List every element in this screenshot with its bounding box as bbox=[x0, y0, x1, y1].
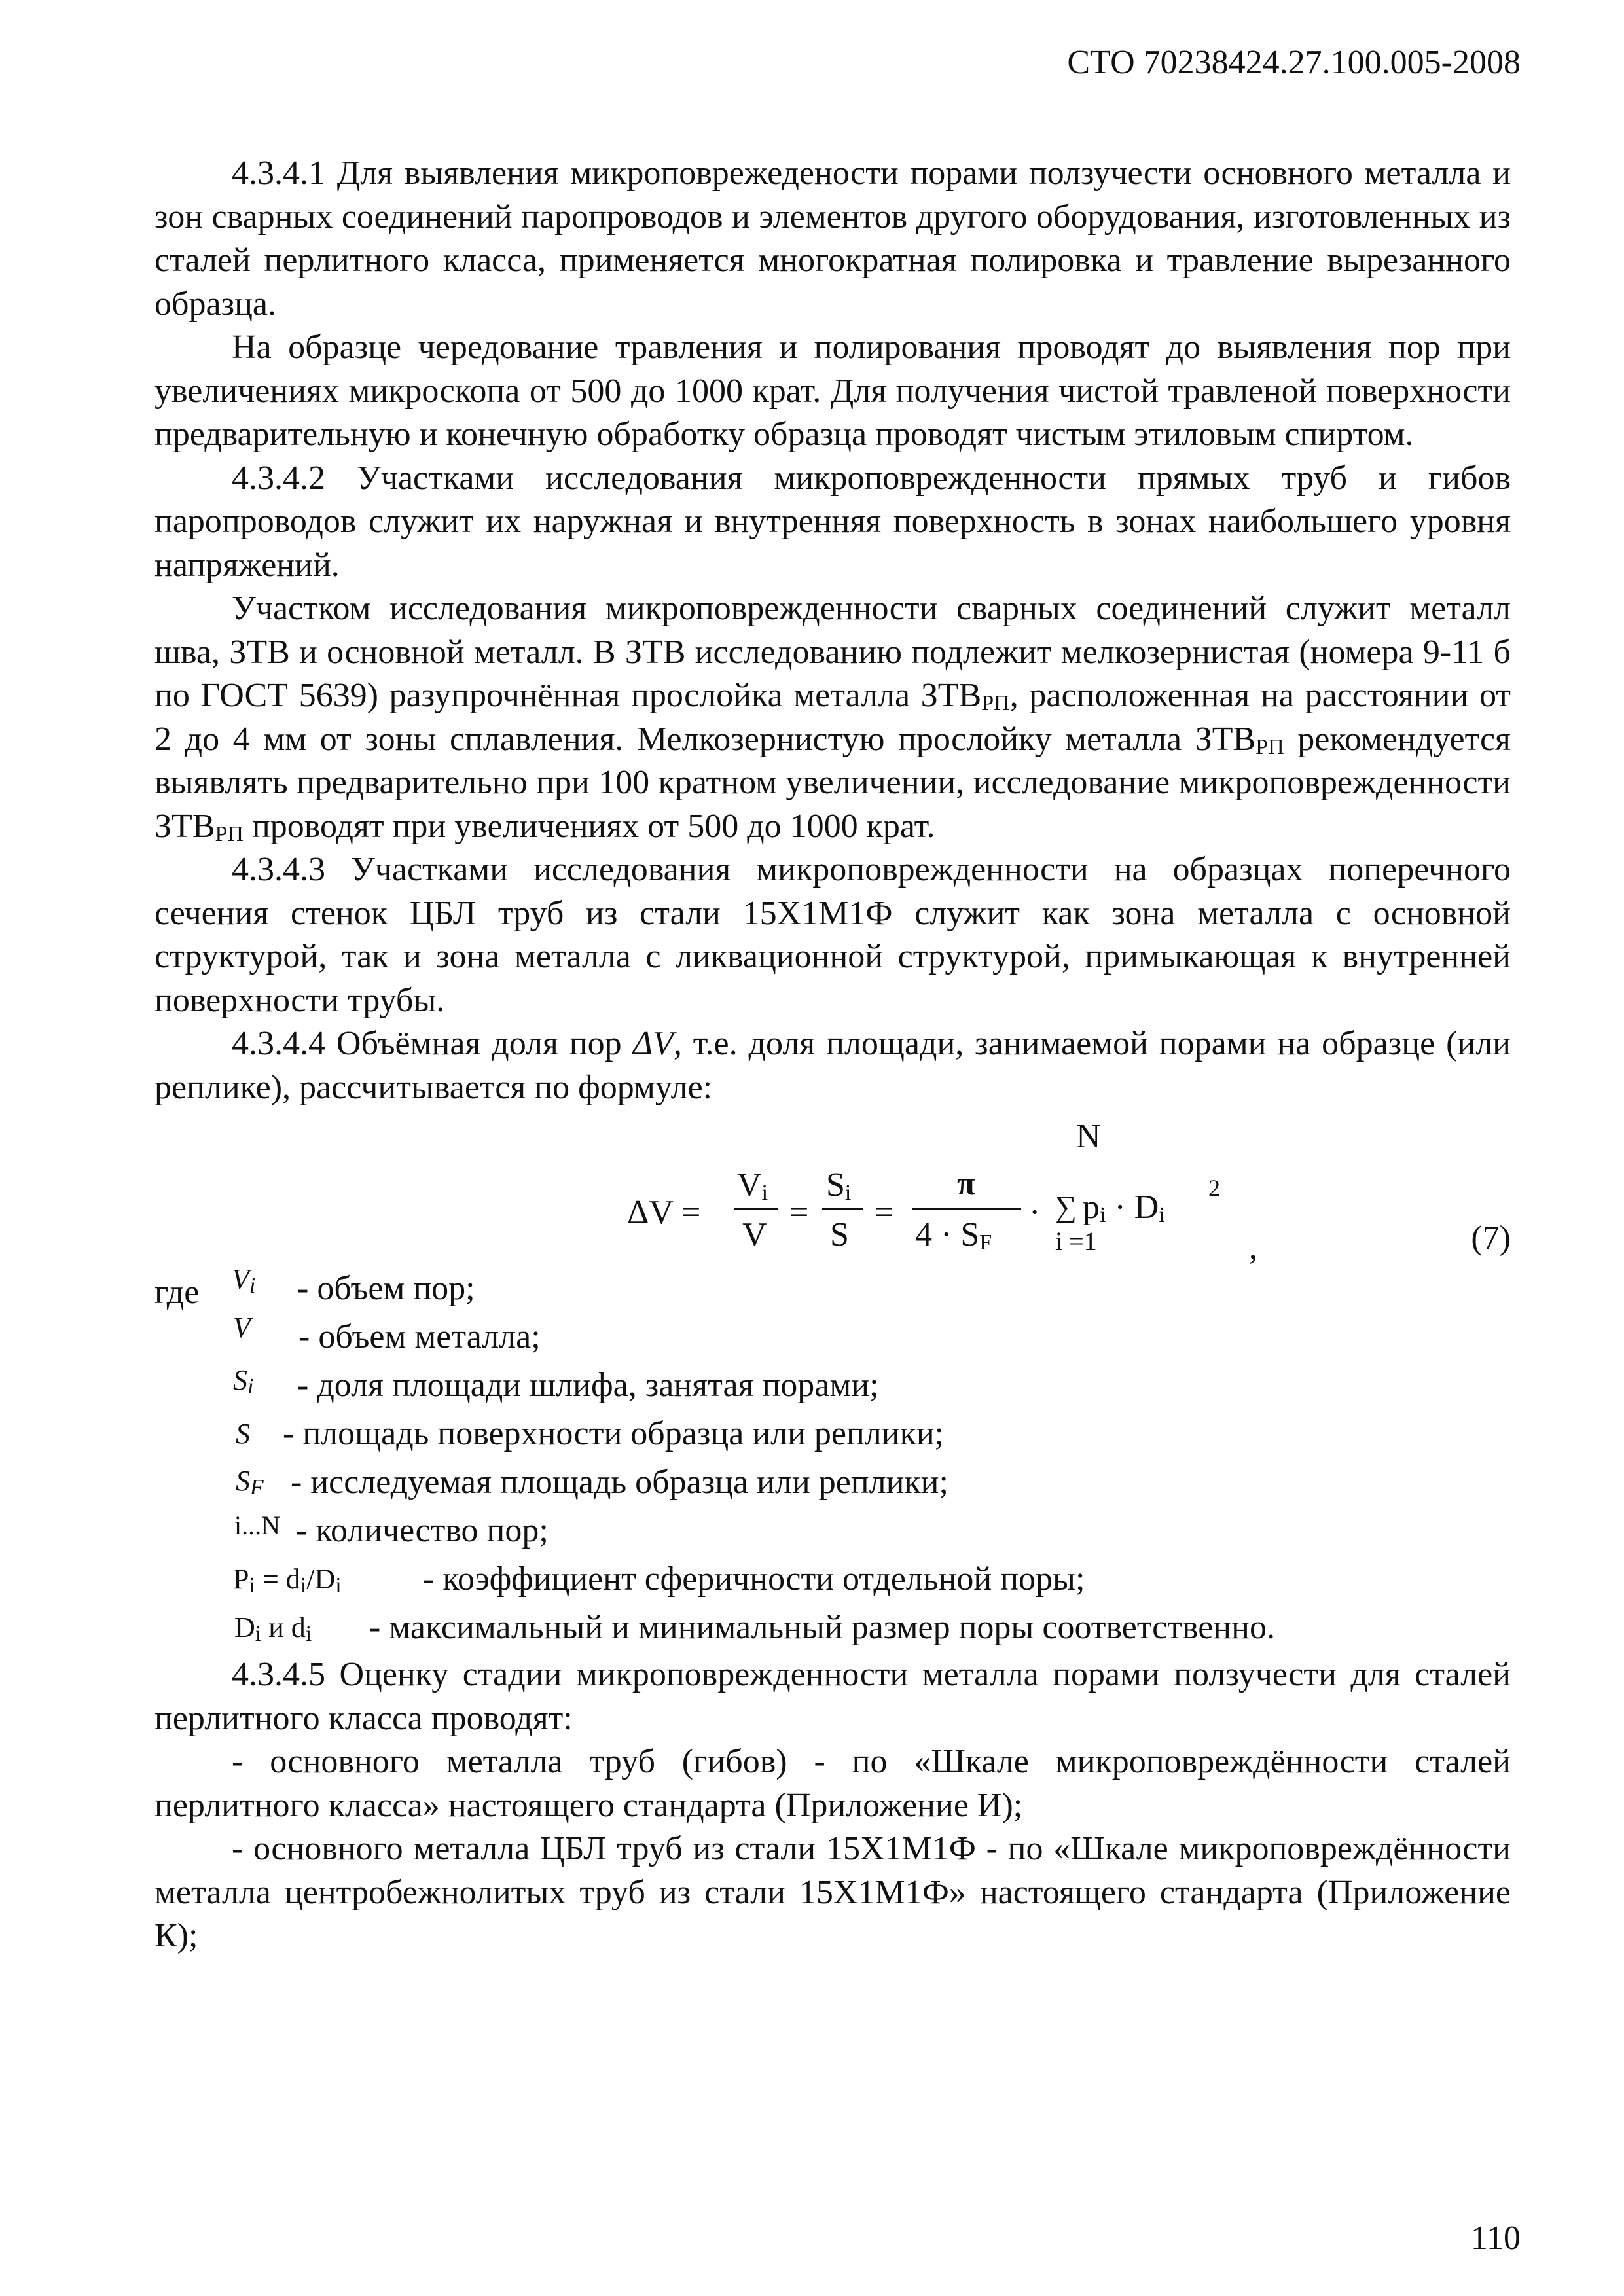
formula-term bbox=[1083, 1191, 1165, 1225]
legend-symbol-subscript: i bbox=[249, 1274, 256, 1298]
equation-number: (7) bbox=[1471, 1219, 1511, 1257]
legend-symbol bbox=[232, 1258, 255, 1302]
legend-symbol-main: и d bbox=[261, 1611, 306, 1643]
text-run: , расположенная на расстоянии от 2 до 4 мм от зоны сплавления. Мелкозернистую прослойку металла ЗТВ bbox=[154, 677, 1511, 758]
text-run: 4.3.4.4 Объёмная доля пор bbox=[232, 1025, 633, 1062]
formula-subscript: F bbox=[979, 1230, 992, 1255]
subscript-rp: РП bbox=[1255, 734, 1284, 759]
fraction-2-bar bbox=[822, 1208, 863, 1210]
legend-symbol-main: = d bbox=[255, 1563, 300, 1595]
legend-row bbox=[154, 1411, 1511, 1460]
legend-symbol-main: D bbox=[234, 1611, 255, 1643]
legend-symbol bbox=[233, 1558, 342, 1602]
sum-sign: ∑ bbox=[1055, 1190, 1077, 1223]
fraction-3-bar bbox=[912, 1208, 1021, 1210]
legend-row bbox=[154, 1314, 1511, 1363]
legend-row bbox=[154, 1508, 1511, 1556]
fraction-2-numerator bbox=[826, 1166, 852, 1205]
legend-symbol-subscript: i bbox=[247, 1374, 254, 1399]
legend-text: - доля площади шлифа, занятая порами; bbox=[297, 1367, 879, 1404]
legend-symbol: S bbox=[236, 1418, 250, 1450]
legend-symbol-main: S bbox=[236, 1465, 250, 1497]
legend-text: - максимальный и минимальный размер поры соответственно. bbox=[369, 1609, 1275, 1646]
paragraph-etching: На образце чередование травления и полирования проводят до выявления пор при увеличениях микроскопа от 500 до 1000 крат. Для получения чистой травленой поверхности предварительную и конечную обработку образца проводят чистым этиловым спиртом. bbox=[154, 329, 1511, 453]
list-item-pipes: - основного металла труб (гибов) - по «Шкале микроповреждённости сталей перлитного класса» настоящего стандарта (Приложение И); bbox=[154, 1743, 1511, 1824]
fraction-2-denominator: S bbox=[830, 1216, 849, 1253]
legend-symbol-main: S bbox=[233, 1364, 247, 1396]
legend-row bbox=[154, 1605, 1511, 1653]
formula-superscript: 2 bbox=[1208, 1175, 1220, 1201]
legend-row bbox=[154, 1263, 1511, 1314]
formula-equals: = bbox=[875, 1194, 894, 1231]
legend-symbol: V bbox=[233, 1312, 251, 1344]
subscript-rp: РП bbox=[215, 821, 244, 846]
legend-text: - площадь поверхности образца или реплики; bbox=[283, 1415, 945, 1452]
text-run: Участком исследования микроповрежденности сварных соединений служит металл шва, ЗТВ и основной металл. В ЗТВ исследованию подлежит мелкозернистая (номера 9-11 б по ГОСТ 5639) разупрочнённая прослойка металла ЗТВ bbox=[154, 590, 1511, 714]
formula-subscript: i bbox=[761, 1181, 768, 1205]
formula-symbol: V bbox=[737, 1166, 762, 1204]
legend-symbol-subscript: F bbox=[250, 1475, 264, 1499]
legend-row bbox=[154, 1460, 1511, 1508]
legend-row bbox=[154, 1363, 1511, 1411]
fraction-1-bar bbox=[734, 1208, 778, 1210]
legend-text: - объем металла; bbox=[298, 1318, 541, 1355]
legend-symbol-subscript: i bbox=[249, 1573, 255, 1598]
paragraph-4-3-4-5: 4.3.4.5 Оценку стадии микроповрежденности металла порами ползучести для сталей перлитного класса проводят: bbox=[154, 1656, 1511, 1737]
legend-symbol-subscript: i bbox=[305, 1622, 312, 1646]
paragraph-4-3-4-2: 4.3.4.2 Участками исследования микроповрежденности прямых труб и гибов паропроводов служит их наружная и внутренняя поверхность в зонах наибольшего уровня напряжений. bbox=[154, 459, 1511, 584]
formula-symbol: 4 · S bbox=[915, 1216, 980, 1253]
legend-lead: где bbox=[154, 1274, 200, 1311]
formula-lhs: ΔV = bbox=[627, 1194, 701, 1231]
formula-subscript: i bbox=[1100, 1203, 1106, 1227]
text-run: проводят при увеличениях от 500 до 1000 крат. bbox=[243, 807, 935, 845]
legend-symbol-main: V bbox=[232, 1263, 249, 1295]
formula-subscript: i bbox=[844, 1181, 852, 1205]
formula-equals: = bbox=[789, 1194, 809, 1231]
legend-row bbox=[154, 1556, 1511, 1605]
formula-legend bbox=[154, 1263, 1511, 1653]
paragraph-4-3-4-3: 4.3.4.3 Участками исследования микроповрежденности на образцах поперечного сечения стенок ЦБЛ труб из стали 15Х1М1Ф служит как зона металла с основной структурой, так и зона металла с ликвационной структурой, примыкающая к внутренней поверхности трубы. bbox=[154, 851, 1511, 1019]
document-body bbox=[154, 152, 1511, 1958]
formula-7 bbox=[547, 1112, 1267, 1266]
text-run: , т.е. доля площади, занимаемой порами на образце (или реплике), рассчитывается по формуле: bbox=[154, 1025, 1511, 1106]
legend-symbol bbox=[233, 1359, 253, 1403]
sum-upper-limit: N bbox=[1076, 1118, 1101, 1155]
legend-symbol-main: /D bbox=[306, 1563, 336, 1595]
legend-text: - исследуемая площадь образца или реплики; bbox=[291, 1463, 948, 1501]
text-run: рекомендуется выявлять предварительно при 100 кратном увеличении, исследование микроповрежденности ЗТВ bbox=[154, 720, 1511, 845]
formula-symbol: S bbox=[826, 1166, 845, 1204]
formula-block bbox=[154, 1112, 1511, 1266]
legend-text: - количество пор; bbox=[296, 1512, 549, 1549]
paragraph-4-3-4-1: 4.3.4.1 Для выявления микроповрежедености порами ползучести основного металла и зон сварных соединений паропроводов и элементов другого оборудования, изготовленных из сталей перлитного класса, применяется многократная полировка и травление вырезанного образца. bbox=[154, 154, 1511, 323]
document-code: СТО 70238424.27.100.005-2008 bbox=[1067, 44, 1521, 81]
fraction-1-numerator bbox=[737, 1166, 768, 1205]
fraction-1-denominator: V bbox=[742, 1216, 767, 1253]
sum-lower-limit: i =1 bbox=[1055, 1227, 1097, 1256]
legend-symbol-subscript: i bbox=[255, 1622, 262, 1646]
legend-text: - объем пор; bbox=[297, 1270, 475, 1307]
legend-symbol: i...N bbox=[234, 1511, 280, 1540]
fraction-3-denominator bbox=[915, 1216, 992, 1255]
legend-symbol-subscript: i bbox=[300, 1573, 307, 1598]
formula-symbol: p bbox=[1083, 1189, 1100, 1226]
formula-symbol: · D bbox=[1106, 1189, 1159, 1226]
legend-symbol-main: P bbox=[233, 1563, 249, 1595]
delta-v-symbol: ΔV bbox=[632, 1025, 674, 1062]
fraction-3-numerator: π bbox=[957, 1165, 976, 1202]
legend-symbol bbox=[236, 1460, 264, 1503]
list-item-cbl-pipes: - основного металла ЦБЛ труб из стали 15Х1М1Ф - по «Шкале микроповреждённости металла центробежнолитых труб из стали 15Х1М1Ф» настоящего стандарта (Приложение К); bbox=[154, 1830, 1511, 1954]
subscript-rp: РП bbox=[981, 691, 1010, 715]
legend-symbol-subscript: i bbox=[335, 1573, 342, 1598]
formula-dot: · bbox=[1029, 1194, 1041, 1231]
formula-comma: , bbox=[1249, 1229, 1257, 1266]
legend-text: - коэффициент сферичности отдельной поры; bbox=[423, 1560, 1085, 1598]
paragraph-weld-zones bbox=[154, 587, 1511, 848]
legend-symbol bbox=[234, 1606, 312, 1650]
page-number: 110 bbox=[1470, 2219, 1521, 2257]
paragraph-4-3-4-4 bbox=[154, 1022, 1511, 1109]
formula-subscript: i bbox=[1159, 1203, 1165, 1227]
